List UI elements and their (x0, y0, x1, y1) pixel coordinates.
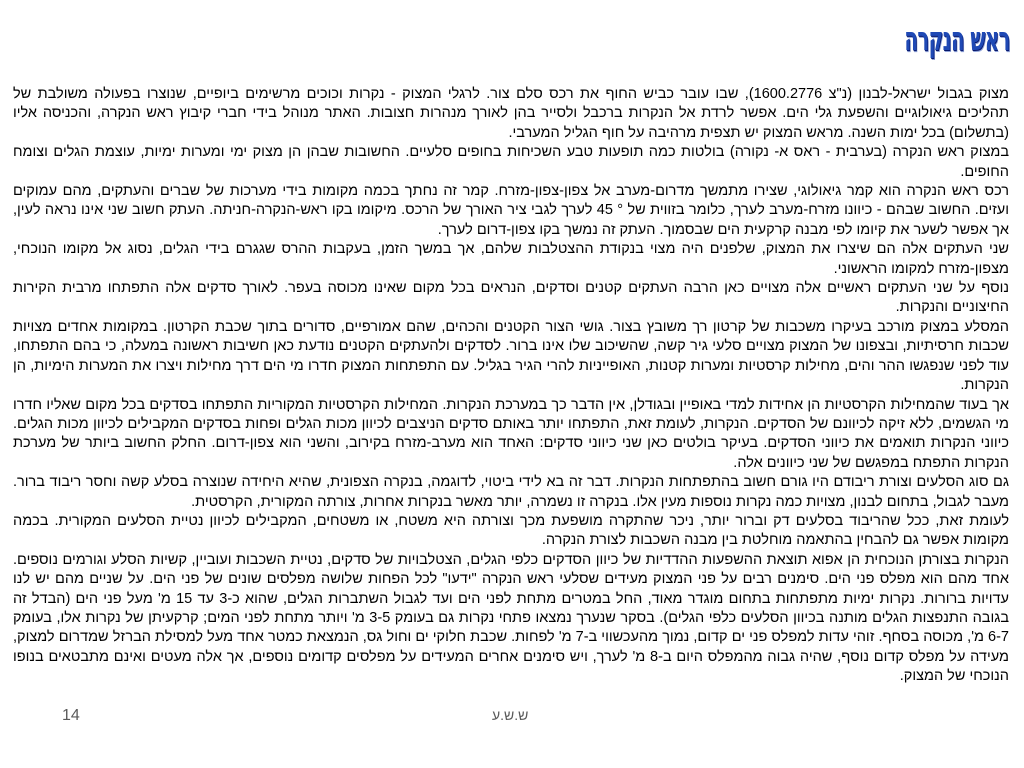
paragraph: לעומת זאת, ככל שהריבוד בסלעים דק וברור יותר, ניכר שהתקרה מושפעת מכך וצורתה היא משטח, או משטחים, המקבילים לכיוון נטיית הסלעים המקורית. בכמה מקומות אפשר גם להבחין בהתאמה מוחלטת בין מבנה השכבות לצורת הנקרה. (13, 512, 1009, 549)
paragraph: במצוק ראש הנקרה (בערבית - ראס א- נקורה) בולטות כמה תופעות טבע השכיחות בחופים סלעיים. החשובות שבהן הן מצוק ימי ומערות ימיות, עוצמת הגלים וצומח החופים. (13, 144, 1009, 180)
slide-title: ראש הנקרה (904, 19, 1010, 58)
paragraph: אך בעוד שהמחילות הקרסטיות הן אחידות למדי באופיין ובגודלן, אין הדבר כך במערכת הנקרות. המחילות הקרסטיות המקוריות התפתחו בסדקים בכל מקום שאליו חדרו מי הגשמים, ללא זיקה לכיוונם של הסדקים. הנקרות, לעומת זאת, התפתחו יותר באותם סדקים הניצבים לכיוון מכות הגלים ופחות בסדקים המקבילים לכיוון מכות הגלים. כיווני הנקרות תואמים את כיווני הסדקים. בעיקר בולטים כאן שני כיווני סדקים: האחד הוא מערב-מזרח בקירוב, והשני הוא צפון-דרום. החלק החשוב ביותר של מערכת הנקרות התפתח במפגשם של שני כיוונים אלה. (13, 396, 1009, 471)
paragraph: גם סוג הסלעים וצורת ריבודם היו גורם חשוב בהתפתחות הנקרות. דבר זה בא לידי ביטוי, לדוגמה, בנקרה הצפונית, שהיא היחידה שנוצרה בסלע קשה וחסר ריבוד ברור. מעבר לגבול, בתחום לבנון, מצויות כמה נקרות נוספות מעין אלו. בנקרה זו נשמרה, יותר מאשר בנקרות אחרות, צורתה המקורית, הקרסטית. (13, 474, 1009, 510)
paragraph: נוסף על שני העתקים ראשיים אלה מצויים כאן הרבה העתקים קטנים וסדקים, הנראים בכל מקום שאינו מכוסה בעפר. לאורך סדקים אלה התפתחו מרבית הקירות החיצוניים והנקרות. (13, 280, 1009, 316)
paragraph: המסלע במצוק מורכב בעיקרו משכבות של קרטון רך משובץ בצור. גושי הצור הקטנים והכהים, שהם אמורפיים, סדורים בתוך שכבת הקרטון. במקומות אחדים מצויות שכבות חרסיתיות, ובצפונו של המצוק מצויים סלעי גיר קשה, שהשיכוב שלו אינו ברור. לסדקים ולהעתקים הקטנים נודעת כאן חשיבות ראשונה במעלה, כי בהם התפתחו, עוד לפני שנפגשו ההר והים, מחילות קרסטיות ומערות קטנות, האופייניות להרי הגיר בגליל. עם התפתחות המצוק חדרו מי הים דרך מחילות ויצרו את המערות הימיות, הן הנקרות. (13, 318, 1009, 394)
paragraph: שני העתקים אלה הם שיצרו את המצוק, שלפנים היה מצוי בנקודת ההצטלבות שלהם, אך במשך הזמן, בעקבות ההרס שגגרם בידי הגלים, נסוג אל מקומו הנוכחי, מצפון-מזרח למקומו הראשוני. (13, 241, 1009, 277)
paragraph: מצוק בגבול ישראל-לבנון (נ"צ 1600.2776), שבו עובר כביש החוף את רכס סלם צור. לרגלי המצוק - נקרות וכוכים מרשימים ביופיים, שנוצרו בפעולה משולבת של תהליכים גיאולוגיים והשפעת גלי הים. אפשר לרדת אל הנקרות ברכבל ולסייר בהן לאורך מנהרות חצובות. האתר מנוהל בידי חברי קיבוץ ראש הנקרה, והכניסה אליו (בתשלום) בכל ימות השנה. מראש המצוק יש תצפית מרהיבה על חוף הגליל המערבי. (13, 86, 1010, 141)
paragraph: רכס ראש הנקרה הוא קמר גיאולוגי, שצירו מתמשך מדרום-מערב אל צפון-צפון-מזרח. קמר זה נחתך בכמה מקומות בידי מערכות של שברים והעתקים, מהם עמוקים ועזים. החשוב שבהם - כיוונו מזרח-מערב לערך, כלומר בזווית של ° 45 לערך לגבי ציר האורך של הרכס. מיקומו בקו ראש-הנקרה-חניתה. העתק חשוב שני אינו נראה לעין, אך אפשר לשער את קיומו לפי מבנה קרקעית הים שבסמוך. העתק זה נמשך בקו צפון-דרום לערך. (13, 183, 1009, 238)
paragraph: הנקרות בצורתן הנוכחית הן אפוא תוצאת ההשפעות ההדדיות של כיוון הסדקים כלפי הגלים, הצטלבויות של סדקים, נטיית השכבות ועוביין, קשיות הסלע וגורמים נוספים. אחד מהם הוא מפלס פני הים. סימנים רבים על פני המצוק מעידים שסלעי ראש הנקרה "ידעו" לכל הפחות שלושה מפלסים שונים של פני הים. על שניים מהם יש לנו עדויות ברורות. נקרות ימיות מתפתחות בתחום מוגדר מאוד, החל במטרים מתחת לפני הים ועד לגבול השתברות הגלים, שהוא כ-3 עד 15 מ' מעל פני הים (הבדל זה בגובה התנפצות הגלים מותנה בכיוון הסלעים כלפי הגלים). בסקר שנערך נמצאו פתחי נקרות גם בעומק 3-5 מ' ויותר מתחת לפני המים; קרקעיתן של נקרות אלו, בעומק 6-7 מ', מכוסה בסחף. זוהי עדות למפלס פני ים קדום, נמוך מהעכשווי ב-7 מ' לפחות. שכבת חלוקי ים וחול גס, הנמצאת כמטר אחד מעל למסילת הברזל שמדרום למצוק, מעידה על מפלס קדום נוסף, שהיה גבוה מהמפלס היום ב-8 מ' לערך, ויש סימנים אחרים המעידים על מפלסים קדומים נוספים, אך אלה מעטים ואינם מתבטאים בנופו הנוכחי של המצוק. (13, 551, 1010, 685)
body-text (13, 85, 1009, 687)
page-number: 14 (62, 707, 80, 724)
author-mark: ש.ש.ע (492, 707, 529, 723)
